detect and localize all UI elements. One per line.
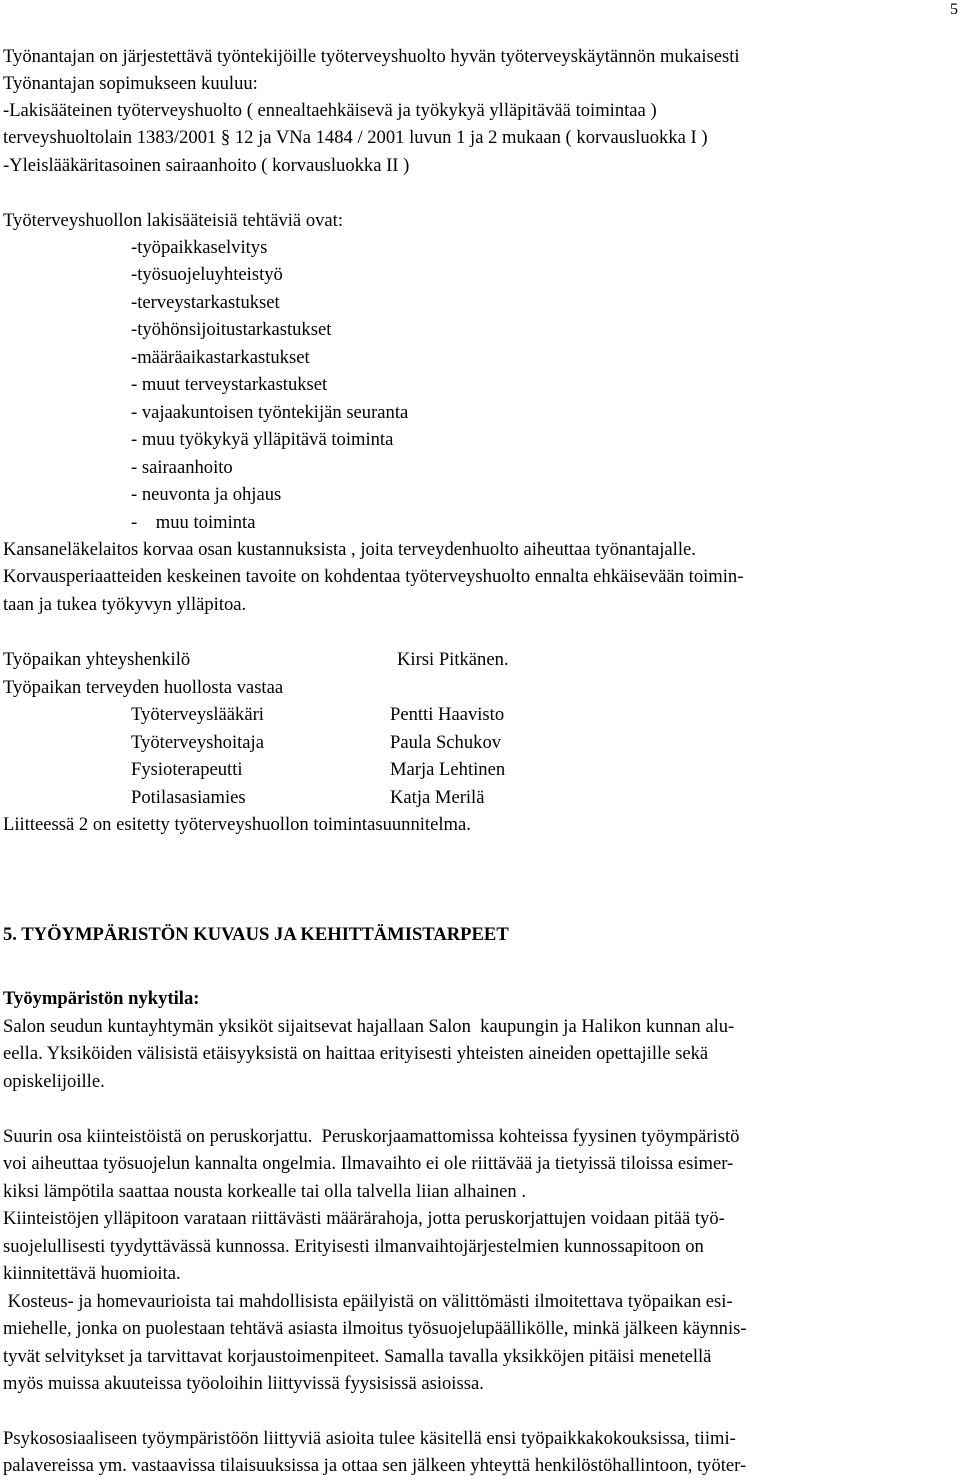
compensation-line: taan ja tukea työkyvyn ylläpitoa. (3, 594, 247, 615)
paragraph-line: Salon seudun kuntayhtymän yksiköt sijaitsevat hajallaan Salon kaupungin ja Halikon kunnan alu- (3, 1016, 735, 1037)
paragraph-line: kiksi lämpötila saattaa nousta korkealle tai olla talvella liian alhainen . (3, 1181, 527, 1202)
task-item: - sairaanhoito (131, 457, 233, 478)
role-title: Fysioterapeutti (131, 759, 243, 780)
role-title: Potilasasiamies (131, 787, 246, 808)
role-title: Työterveyshoitaja (131, 732, 264, 753)
intro-line: -Lakisääteinen työterveyshuolto ( ennealtaehkäisevä ja työkykyä ylläpitävää toimintaa ) (3, 100, 657, 121)
paragraph-line: Kiinteistöjen ylläpitoon varataan riittävästi määrärahoja, jotta peruskorjattujen voidaan pitää työ- (3, 1208, 725, 1229)
paragraph-line: miehelle, jonka on puolestaan tehtävä asiasta ilmoitus työsuojelupäällikölle, minkä jälkeen käynnis- (3, 1318, 747, 1339)
paragraph-line: opiskelijoille. (3, 1071, 105, 1092)
paragraph-line: Kosteus- ja homevaurioista tai mahdollisista epäilyistä on välittömästi ilmoitettava työpaikan esi- (3, 1291, 733, 1312)
paragraph-line: eella. Yksiköiden välisistä etäisyyksistä on haittaa erityisesti yhteisten aineiden opettajille sekä (3, 1043, 709, 1064)
task-item: - muut terveystarkastukset (131, 374, 328, 395)
role-person: Paula Schukov (390, 732, 502, 753)
tasks-heading: Työterveyshuollon lakisääteisiä tehtäviä ovat: (3, 210, 343, 231)
paragraph-line: Suurin osa kiinteistöistä on peruskorjattu. Peruskorjaamattomissa kohteissa fyysinen työympäristö (3, 1126, 740, 1147)
intro-line: Työnantajan on järjestettävä työntekijöille työterveyshuolto hyvän työterveyskäytännön mukaisesti (3, 46, 740, 67)
task-item: -työhönsijoitustarkastukset (131, 319, 332, 340)
paragraph-line: myös muissa akuuteissa työoloihin liittyvissä fyysisissä asioissa. (3, 1373, 484, 1394)
page-number: 5 (950, 1, 958, 18)
paragraph-line: suojelullisesti tyydyttävässä kunnossa. Erityisesti ilmanvaihtojärjestelmien kunnossapitoon on (3, 1236, 704, 1257)
role-title: Työterveyslääkäri (131, 704, 264, 725)
care-label: Työpaikan terveyden huollosta vastaa (3, 677, 284, 698)
section-subheading: Työympäristön nykytila: (3, 988, 200, 1009)
role-person: Katja Merilä (390, 787, 485, 808)
role-person: Marja Lehtinen (390, 759, 506, 780)
contact-name: Kirsi Pitkänen. (397, 649, 509, 670)
appendix-note: Liitteessä 2 on esitetty työterveyshuollon toimintasuunnitelma. (3, 814, 471, 835)
task-item: - muu työkykyä ylläpitävä toiminta (131, 429, 394, 450)
compensation-line: Kansaneläkelaitos korvaa osan kustannuksista , joita terveydenhuolto aiheuttaa työnantajalle. (3, 539, 696, 560)
task-item: - vajaakuntoisen työntekijän seuranta (131, 402, 409, 423)
section-heading: 5. TYÖYMPÄRISTÖN KUVAUS JA KEHITTÄMISTARPEET (3, 924, 509, 945)
intro-line: terveyshuoltolain 1383/2001 § 12 ja VNa 1484 / 2001 luvun 1 ja 2 mukaan ( korvausluokka I ) (3, 127, 708, 148)
task-item: - muu toiminta (131, 512, 256, 533)
paragraph-line: kiinnitettävä huomioita. (3, 1263, 181, 1284)
compensation-line: Korvausperiaatteiden keskeinen tavoite on kohdentaa työterveyshuolto ennalta ehkäisevään toimin- (3, 566, 744, 587)
intro-line: Työnantajan sopimukseen kuuluu: (3, 73, 258, 94)
paragraph-line: Psykososiaaliseen työympäristöön liittyviä asioita tulee käsitellä ensi työpaikkakokouksissa, tiimi- (3, 1428, 736, 1449)
role-person: Pentti Haavisto (390, 704, 505, 725)
task-item: -työsuojeluyhteistyö (131, 264, 283, 285)
paragraph-line: palavereissa ym. vastaavissa tilaisuuksissa ja ottaa sen jälkeen yhteyttä henkilöstöhallintoon, työter- (3, 1455, 747, 1476)
paragraph-line: voi aiheuttaa työsuojelun kannalta ongelmia. Ilmavaihto ei ole riittävää ja tietyissä tiloissa esimer- (3, 1153, 734, 1174)
task-item: -määräaikastarkastukset (131, 347, 310, 368)
contact-label: Työpaikan yhteyshenkilö (3, 649, 191, 670)
task-item: -työpaikkaselvitys (131, 237, 268, 258)
intro-line: -Yleislääkäritasoinen sairaanhoito ( korvausluokka II ) (3, 155, 410, 176)
task-item: -terveystarkastukset (131, 292, 280, 313)
paragraph-line: tyvät selvitykset ja tarvittavat korjaustoimenpiteet. Samalla tavalla yksikköjen pitäisi menetellä (3, 1346, 712, 1367)
task-item: - neuvonta ja ohjaus (131, 484, 282, 505)
